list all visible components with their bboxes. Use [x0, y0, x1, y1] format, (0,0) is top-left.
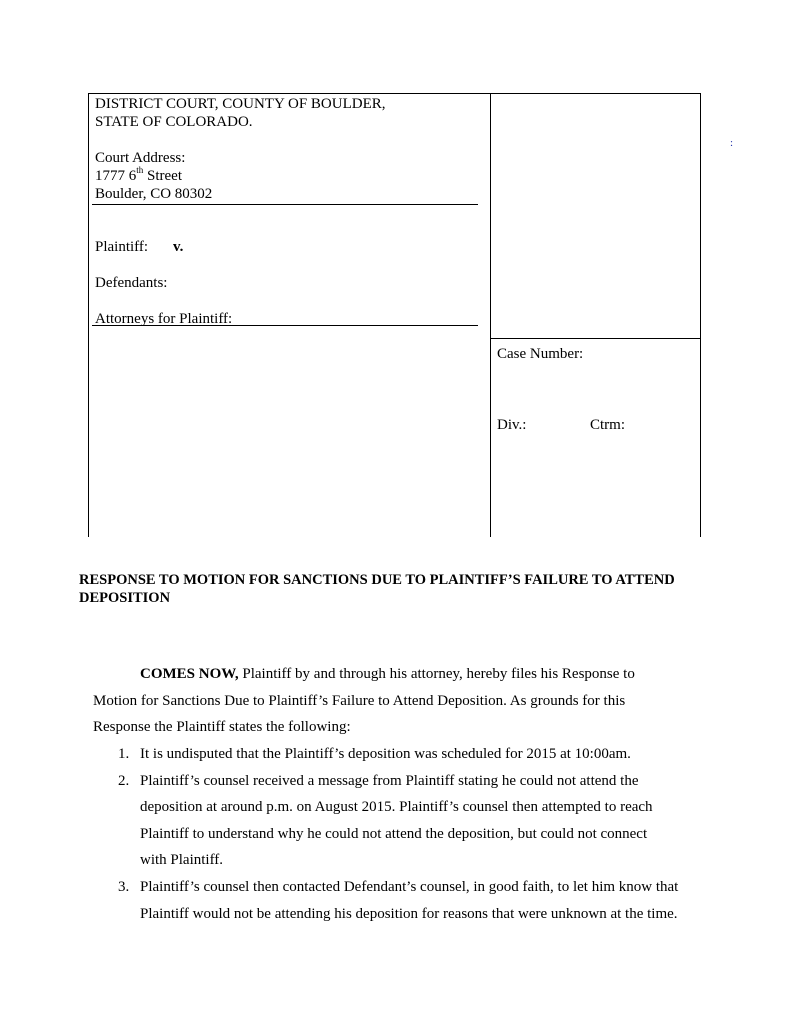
caption-top-border — [88, 93, 701, 94]
item-2-line4: with Plaintiff. — [140, 852, 224, 868]
street-number: 1777 6 — [95, 168, 137, 184]
item-1-number: 1. — [118, 746, 130, 762]
item-2-line1: Plaintiff’s counsel received a message from Plaintiff stating he could not attend the — [140, 773, 639, 789]
item-3-line2: Plaintiff would not be attending his deposition for reasons that were unknown at the time. — [140, 906, 678, 922]
court-address-city: Boulder, CO 80302 — [95, 186, 213, 202]
item-1-line1: It is undisputed that the Plaintiff’s deposition was scheduled for 2015 at 10:00am. — [140, 746, 631, 762]
case-number-label: Case Number: — [497, 346, 584, 362]
caption-right-divider — [490, 338, 701, 339]
intro-line1-text: Plaintiff by and through his attorney, hereby files his Response to — [238, 666, 635, 682]
division-label: Div.: — [497, 417, 527, 433]
margin-mark: : — [730, 137, 734, 149]
document-title: RESPONSE TO MOTION FOR SANCTIONS DUE TO PLAINTIFF’S FAILURE TO ATTEND DEPOSITION — [79, 572, 675, 606]
versus-label: v. — [173, 239, 184, 255]
courtroom-label: Ctrm: — [590, 417, 626, 433]
intro-line3: Response the Plaintiff states the following: — [93, 719, 351, 735]
attorneys-label: Attorneys for Plaintiff: — [95, 311, 233, 327]
caption-middle-divider — [490, 93, 491, 537]
defendants-label: Defendants: — [95, 275, 168, 291]
court-address-label: Court Address: — [95, 150, 186, 166]
court-name-line2: STATE OF COLORADO. — [95, 114, 253, 130]
court-name-line1: DISTRICT COURT, COUNTY OF BOULDER, — [95, 96, 386, 112]
caption-right-border — [700, 93, 701, 537]
item-2-number: 2. — [118, 773, 130, 789]
intro-line2: Motion for Sanctions Due to Plaintiff’s Failure to Attend Deposition. As grounds for this — [93, 693, 626, 709]
item-2-line2: deposition at around p.m. on August 2015. Plaintiff’s counsel then attempted to reach — [140, 799, 653, 815]
court-address-street — [95, 167, 182, 185]
court-section-underline — [92, 204, 478, 205]
item-3-line1: Plaintiff’s counsel then contacted Defendant’s counsel, in good faith, to let him know that — [140, 879, 679, 895]
item-3-number: 3. — [118, 879, 130, 895]
intro-line1 — [140, 661, 635, 687]
intro-lead: COMES NOW, — [140, 666, 239, 682]
caption-left-border — [88, 93, 89, 537]
street-ordinal: th — [136, 165, 144, 175]
item-2-line3: Plaintiff to understand why he could not attend the deposition, but could not connect — [140, 826, 648, 842]
plaintiff-label: Plaintiff: — [95, 239, 149, 255]
street-name: Street — [143, 168, 183, 184]
